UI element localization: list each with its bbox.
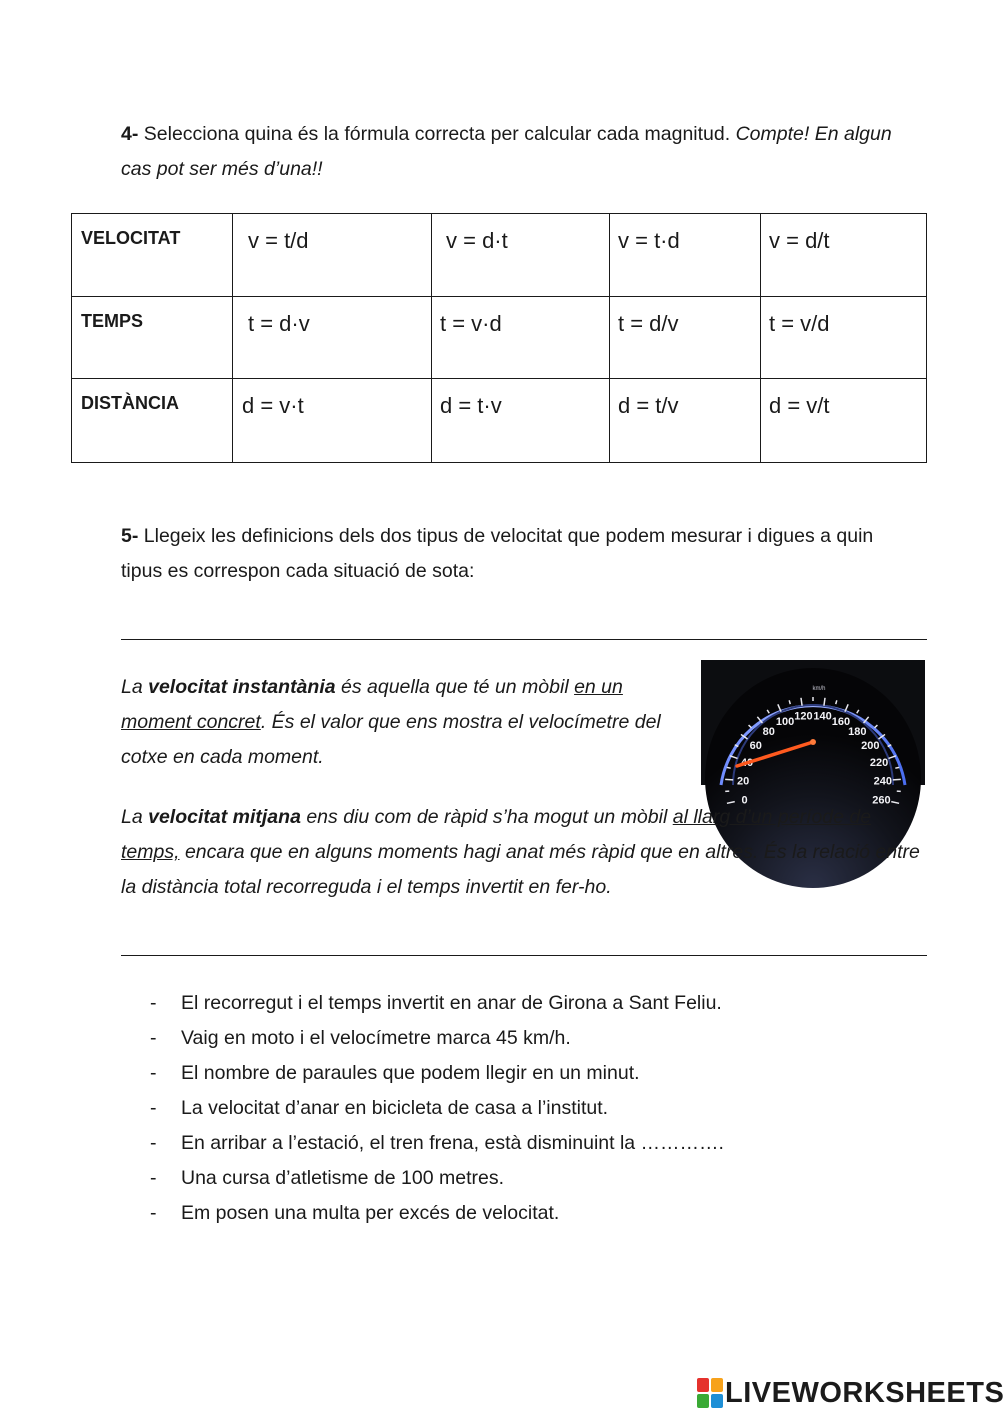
speedometer-label: 180 <box>848 725 867 738</box>
question-4 <box>121 117 921 187</box>
formula-table <box>71 213 926 462</box>
list-item[interactable]: - El recorregut i el temps invertit en anar de Girona a Sant Feliu. <box>150 992 722 1014</box>
question-5-text: Llegeix les definicions dels dos tipus de velocitat que podem mesurar i digues a quin tipus es correspon cada situació de sota: <box>121 525 874 582</box>
term-instantaneous: velocitat instantània <box>148 676 336 698</box>
question-4-text: Selecciona quina és la fórmula correcta per calcular cada magnitud. <box>138 123 736 145</box>
formula-option[interactable]: v = d·t <box>432 214 610 297</box>
question-4-note: Compte! En algun cas pot ser més d’una!! <box>121 123 892 180</box>
speedometer-tick <box>789 700 790 704</box>
question-4-number: 4- <box>121 123 139 145</box>
speedometer-label: 220 <box>869 756 889 769</box>
speedometer-label: 140 <box>813 710 832 723</box>
row-header: DISTÀNCIA <box>72 379 233 463</box>
list-item[interactable]: - Em posen una multa per excés de velocitat. <box>150 1202 560 1224</box>
speedometer-label: 160 <box>831 715 851 728</box>
formula-option[interactable]: v = t·d <box>610 214 761 297</box>
formula-option[interactable]: t = d·v <box>233 297 432 379</box>
speedometer-label: 20 <box>737 775 750 788</box>
speedometer-label: 60 <box>749 739 762 752</box>
term-average: velocitat mitjana <box>148 806 301 828</box>
divider-line <box>121 955 927 956</box>
list-item[interactable]: - Una cursa d’atletisme de 100 metres. <box>150 1167 504 1189</box>
speedometer-tick <box>727 767 731 768</box>
list-item[interactable]: - La velocitat d’anar en bicicleta de casa a l’institut. <box>150 1097 609 1119</box>
formula-option[interactable]: d = v/t <box>761 379 927 463</box>
formula-option[interactable]: d = t/v <box>610 379 761 463</box>
formula-option[interactable]: t = v·d <box>432 297 610 379</box>
formula-option[interactable]: d = t·v <box>432 379 610 463</box>
formula-option[interactable]: t = d/v <box>610 297 761 379</box>
question-5 <box>121 519 911 589</box>
speedometer-label: 260 <box>872 794 891 807</box>
formula-option[interactable]: t = v/d <box>761 297 927 379</box>
question-5-number: 5- <box>121 525 139 547</box>
table-row-velocitat <box>72 214 927 297</box>
definition-instantaneous: La velocitat instantània és aquella que té un mòbil en un moment concret. És el valor que ens mostra el velocímetre del cotxe en cada moment. <box>121 676 661 768</box>
formula-option[interactable]: v = t/d <box>233 214 432 297</box>
speed-unit: km/h <box>812 686 826 692</box>
speedometer-label: 200 <box>861 739 880 752</box>
speedometer-label: 80 <box>762 725 775 738</box>
speedometer-tick <box>895 767 899 768</box>
speedometer-tick <box>725 779 733 780</box>
formula-option[interactable]: d = v·t <box>233 379 432 463</box>
list-item[interactable]: - El nombre de paraules que podem llegir en un minut. <box>150 1062 640 1084</box>
situations-list <box>150 986 910 1231</box>
logo-icon <box>697 1378 723 1408</box>
logo-text: LIVEWORKSHEETS <box>725 1376 1004 1409</box>
liveworksheets-logo[interactable] <box>697 1376 1004 1410</box>
list-item[interactable]: - Vaig en moto i el velocímetre marca 45 km/h. <box>150 1027 571 1049</box>
divider-line <box>121 639 927 640</box>
speedometer-image <box>701 660 925 807</box>
formula-option[interactable]: v = d/t <box>761 214 927 297</box>
speedometer-label: 0 <box>741 794 748 807</box>
speedometer-tick <box>893 779 901 780</box>
list-item[interactable]: - En arribar a l’estació, el tren frena, està disminuint la …………. <box>150 1132 724 1154</box>
row-header: TEMPS <box>72 297 233 379</box>
speedometer-label: 120 <box>794 710 813 723</box>
definition-average: La velocitat mitjana ens diu com de ràpid s’ha mogut un mòbil al llarg d’un període de temps, encara que en alguns moments hagi anat més ràpid que en altres. És la relació entre la distància total recorreguda i el temps invertit en fer-ho. <box>121 806 920 898</box>
speedometer-tick <box>836 700 837 704</box>
row-header: VELOCITAT <box>72 214 233 297</box>
table-row-distancia <box>72 379 927 463</box>
speedometer-label: 100 <box>775 715 795 728</box>
speedometer-label: 240 <box>873 775 893 788</box>
table-row-temps <box>72 297 927 379</box>
